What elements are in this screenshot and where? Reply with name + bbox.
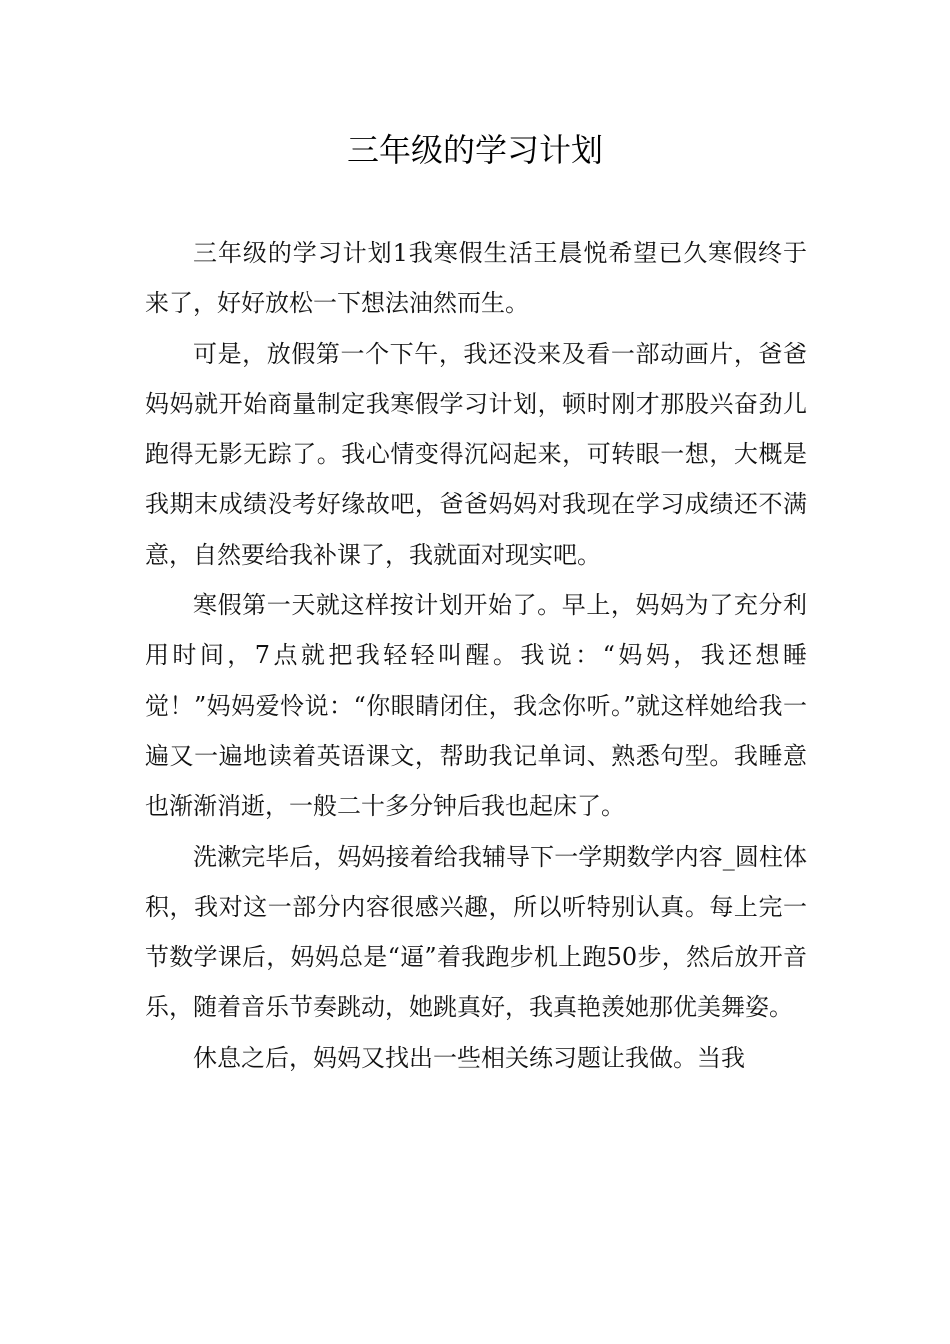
paragraph: 三年级的学习计划1我寒假生活王晨悦希望已久寒假终于来了，好好放松一下想法油然而生。 xyxy=(145,239,807,318)
document-body xyxy=(145,228,807,1083)
paragraph: 寒假第一天就这样按计划开始了。早上，妈妈为了充分利用时间，7点就把我轻轻叫醒。我说：“妈妈，我还想睡觉！”妈妈爱怜说：“你眼睛闭住，我念你听。”就这样她给我一遍又一遍地读着英语课文，帮助我记单词、熟悉句型。我睡意也渐渐消逝，一般二十多分钟后我也起床了。 xyxy=(145,591,807,821)
document-title: 三年级的学习计划 xyxy=(346,131,603,169)
paragraph: 洗漱完毕后，妈妈接着给我辅导下一学期数学内容_圆柱体积，我对这一部分内容很感兴趣，所以听特别认真。每上完一节数学课后，妈妈总是“逼”着我跑步机上跑50步，然后放开音乐，随着音乐节奏跳动，她跳真好，我真艳羡她那优美舞姿。 xyxy=(145,842,807,1022)
paragraph: 休息之后，妈妈又找出一些相关练习题让我做。当我 xyxy=(193,1043,745,1072)
paragraph: 可是，放假第一个下午，我还没来及看一部动画片，爸爸妈妈就开始商量制定我寒假学习计划，顿时刚才那股兴奋劲儿跑得无影无踪了。我心情变得沉闷起来，可转眼一想，大概是我期末成绩没考好缘故吧，爸爸妈妈对我现在学习成绩还不满意，自然要给我补课了，我就面对现实吧。 xyxy=(145,339,807,569)
